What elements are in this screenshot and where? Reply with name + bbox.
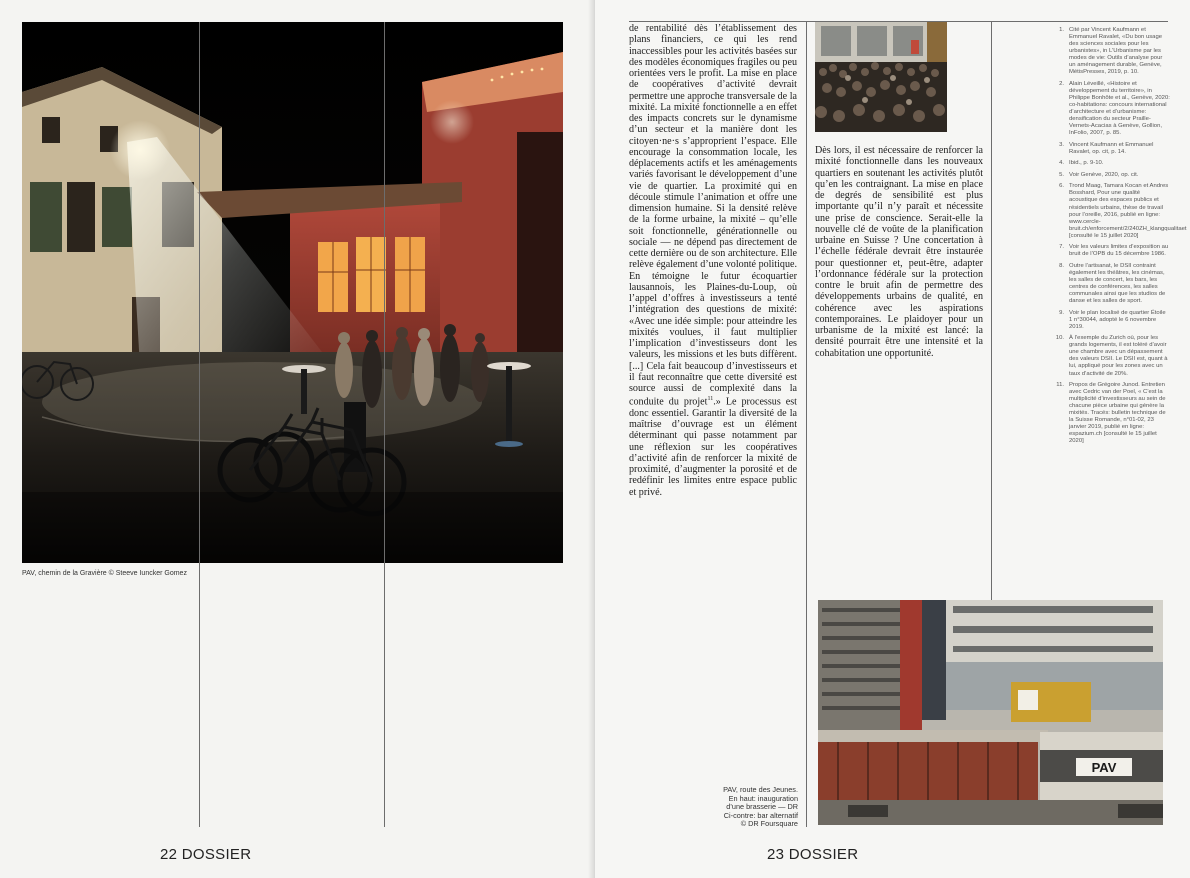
caption-line: © DR Foursquare <box>740 819 798 829</box>
footnote-text: Alain Léveillé, «Histoire et développement du territoire», in Philippe Bonhôte et al., Genève, 2020: co-habitations: concours international d’architecture et d’urbanisme: densification du secteur Praille-Vernets-Acacias à Genève, Gollion, InFolio, 2007, p. 85. <box>1069 80 1170 137</box>
night-courtyard-photo <box>22 22 563 563</box>
caption-line: En haut: inauguration <box>728 793 798 803</box>
footnote-text: Propos de Grégoire Junod. Entretien avec Cedric van der Poel, « C’est la multiplicité d’investisseurs au sein de chacune pièce urbaine qui génère la mixités. Tracés: bulletin technique de la Suisse Romande, n°01-02, 23 janvier 2019, publié en ligne: espazium.ch [consulté le 15 juillet 2020] <box>1069 382 1166 445</box>
footnote-text: Voir les valeurs limites d’exposition au bruit de l’OPB du 15 décembre 1986. <box>1069 244 1169 258</box>
footnote-text: Vincent Kaufmann et Emmanuel Ravalet, op. cit, p. 14. <box>1069 141 1154 155</box>
footnote-text: Trond Maag, Tamara Kocan et Andres Bosshard, Pour une qualité acoustique des espaces publics et résidentiels urbains, thèse de travail pour l’oreille, 2016, publié en ligne: www.cercle-bruit.ch/enforcement/2/240ZH_klangqualitaet [consulté le 15 juillet 2020] <box>1069 183 1187 239</box>
photo-caption <box>700 786 798 829</box>
footnote-text: Cité par Vincent Kaufmann et Emmanuel Ravalet, «Du bon usage des sciences sociales pour les urbanistes», in L’Urbanisme par les modes de vie: Outils d’analyse pour un aménagement durable, Genève, MétisPresses, 2019, p. 10. <box>1069 27 1163 76</box>
footnote <box>1052 263 1170 305</box>
footnote-number: 1. <box>1059 27 1064 33</box>
footnote <box>1052 81 1170 137</box>
footnote <box>1052 142 1170 156</box>
footnote-text: Voir le plan localisé de quartier Étoile 1 n°30044, adopté le 6 novembre 2019. <box>1069 309 1166 330</box>
footnote-text: Ibid., p. 9-10. <box>1069 160 1104 167</box>
footnote-number: 5. <box>1059 171 1064 178</box>
caption-line: PAV, route des Jeunes. <box>723 785 798 794</box>
caption-line: Ci-contre: bar alternatif <box>723 810 798 820</box>
footnote <box>1052 160 1170 167</box>
footnote-number: 11. <box>1056 382 1064 389</box>
pav-sign: PAV <box>1091 760 1117 775</box>
footnote-number: 2. <box>1059 80 1064 87</box>
caption-line: d’une brasserie — DR <box>726 802 798 812</box>
footnote-number: 9. <box>1059 309 1064 316</box>
note-reference: 11 <box>707 396 714 403</box>
footnote <box>1052 335 1170 377</box>
column-rule <box>199 22 200 827</box>
footnote-number: 8. <box>1059 262 1064 269</box>
body-text-run: de rentabilité dès l’établissement des plans financiers, ce qui les rend inaccessibles pour les activités basées sur des modèles économiques fragiles ou peu orientées vers le profit. La mise en place de coopératives d’activité devrait permettre une approche transversale de la mixité. La mixité fonctionnelle a en effet des impacts concrets sur le dynamisme d’un secteur et la manière dont les citoyen·ne·s s’approprient l’espace. Elle encourage la consommation locale, les déplacements actifs et les aménagements variés favorisant le développement d’une vie de quartier. La proximité qui en découle stimule l’animation et offre une dimension humaine. Si la densité relève de la forme urbaine, la mixité – qu’elle soit fonctionnelle, générationnelle ou sociale — ne dépend pas directement de cette dernière ou de son architecture. Elle relève également d’une volonté politique. En témoigne le futur écoquartier lausannois, les Plaines-du-Loup, où l’appel d’offres à investisseurs a tenté l’intégration des questions de mixité: «Avec une idée simple: pour atteindre les mixités voulues, il faut multiplier l’implication d’investisseurs dont les valeurs, les missions et les buts diffèrent. [...] Cela fait beaucoup d’investisseurs et il faut reconnaître que cette diversité est source aussi de complexité dans la conduite du projet <box>629 23 797 408</box>
footnote-number: 7. <box>1059 244 1064 251</box>
footnotes-list <box>1052 27 1187 450</box>
body-text-run: .» Le processus est donc essentiel. Garantir la diversité de la maîtrise d’ouvrage est un élément déterminant qui passe notamment par une réflexion sur les coopératives d’activité afin de renforcer la mixité de proximité, d’augmenter la porosité et de redéfinir les limites entre espace public et privé. <box>629 396 797 498</box>
footnote <box>1052 183 1187 239</box>
footnote <box>1052 172 1170 179</box>
brewery-crowd-photo <box>815 22 947 132</box>
footnote-text: À l’exemple du Zurich où, pour les grands logements, il est toléré d’avoir une chambre avec un dépassement des valeurs DSII. Le DSII est, quant à lui, appliqué pour les zones avec un taux d’activité de 20%. <box>1069 335 1168 377</box>
photo-caption: PAV, chemin de la Gravière © Steeve Iuncker Gomez <box>22 570 187 577</box>
page-folio: 23 DOSSIER <box>767 846 859 863</box>
body-column-2: Dès lors, il est nécessaire de renforcer la mixité fonctionnelle dans les nouveaux quartiers en soutenant les activités plutôt qu’en les contraignant. La mise en place de degrés de sensibilité est plus importante qu’il n’y paraît et nécessite une prise de conscience. Serait-elle la nouvelle clé de voûte de la planification urbaine en Suisse ? Une concertation à l’échelle fédérale devrait être instaurée pour questionner et, peut-être, adapter l’ordonnance fédérale sur la protection contre le bruit afin de permettre des développements urbains de qualité, en cohérence avec les aspirations contemporaines. Le plaidoyer pour un urbanisme de la mixité est lancé: la densité pourrait être une intensité et la cohabitation une opportunité. <box>815 145 983 359</box>
footnote-text: Voir Genève, 2020, op. cit. <box>1069 171 1139 178</box>
column-rule <box>384 22 385 827</box>
footnote-number: 4. <box>1059 160 1064 167</box>
body-column-1 <box>629 23 797 498</box>
footnote-number: 10. <box>1055 335 1064 342</box>
alternative-bar-photo <box>818 600 1163 825</box>
footnote <box>1052 310 1170 331</box>
footnote-number: 3. <box>1059 141 1064 148</box>
page-folio: 22 DOSSIER <box>160 846 252 863</box>
footnote <box>1052 244 1170 258</box>
column-rule <box>806 22 807 827</box>
footnote <box>1052 27 1170 76</box>
footnote-number: 6. <box>1059 183 1064 190</box>
footnote <box>1052 382 1170 445</box>
footnote-text: Outre l’artisanat, le DSII contraint également les théâtres, les cinémas, les salles de concert, les bars, les centres de conférences, les salles communales ainsi que les studios de danse et les salles de sport. <box>1069 262 1166 305</box>
column-rule <box>991 22 992 600</box>
